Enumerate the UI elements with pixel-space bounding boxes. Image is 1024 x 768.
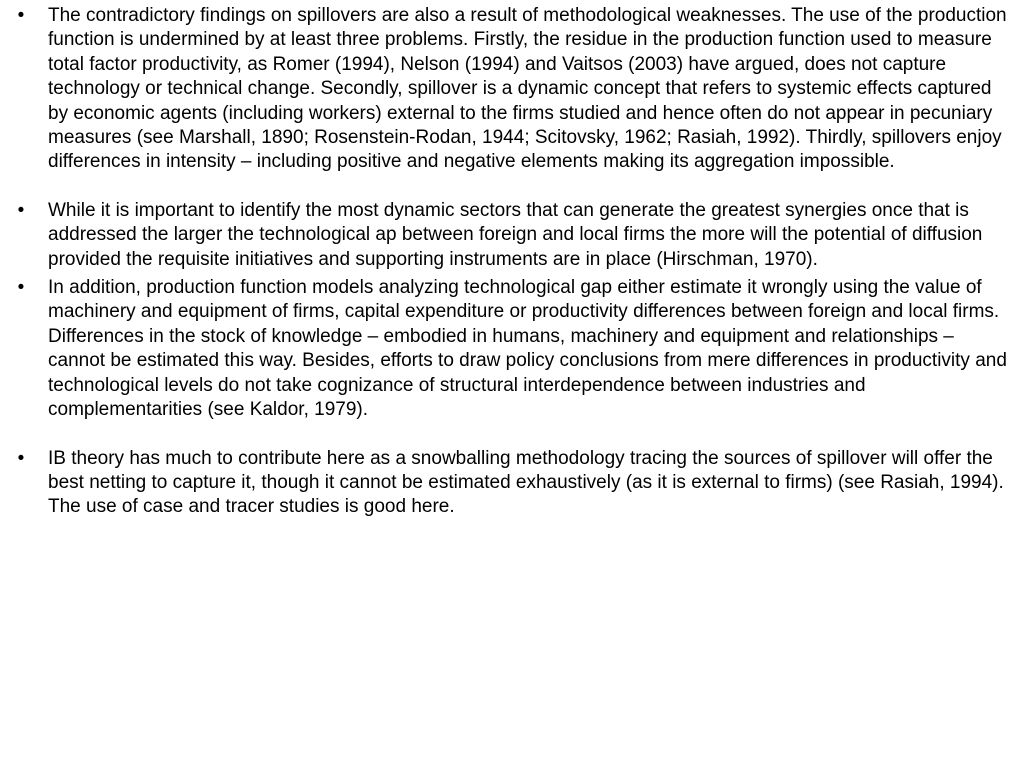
bullet-marker: • bbox=[17, 5, 25, 26]
bullet-item-ib-theory bbox=[10, 447, 1016, 520]
bullet-marker: • bbox=[17, 277, 25, 299]
bullet-list bbox=[10, 4, 1016, 520]
bullet-text: IB theory has much to contribute here as a snowballing methodology tracing the sources of spillover will offer the best netting to capture it, though it cannot be estimated exhaustively (as it is external to firms) (see Rasiah, 1994). The use of case and tracer studies is good here. bbox=[48, 447, 1004, 518]
bullet-item-dynamic-sectors bbox=[10, 199, 1016, 272]
bullet-marker: • bbox=[17, 199, 25, 221]
bullet-text: The contradictory findings on spillovers are also a result of methodological weaknesses. The use of the production function is undermined by at least three problems. Firstly, the residue in the production function used to measure total factor productivity, as Romer (1994), Nelson (1994) and Vaitsos (2003) have argued, does not capture technology or technical change. Secondly, spillover is a dynamic concept that refers to systemic effects captured by economic agents (including workers) external to the firms studied and hence often do not appear in pecuniary measures (see Marshall, 1890; Rosenstein-Rodan, 1944; Scitovsky, 1962; Rasiah, 1992). Thirdly, spillovers enjoy differences in intensity – including positive and negative elements making its aggregation impossible. bbox=[48, 5, 1007, 173]
bullet-marker: • bbox=[17, 447, 25, 469]
bullet-item-methodological-weaknesses bbox=[10, 4, 1016, 175]
bullet-text: In addition, production function models analyzing technological gap either estimate it wrongly using the value of machinery and equipment of firms, capital expenditure or productivity differences between foreign and local firms. Differences in the stock of knowledge – embodied in humans, machinery and equipment and relationships – cannot be estimated this way. Besides, efforts to draw policy conclusions from mere differences in productivity and technological levels do not take cognizance of structural interdependence between industries and complementarities (see Kaldor, 1979). bbox=[48, 277, 1007, 421]
bullet-item-technological-gap bbox=[10, 276, 1016, 422]
bullet-text: While it is important to identify the most dynamic sectors that can generate the greatest synergies once that is addressed the larger the technological ap between foreign and local firms the more will the potential of diffusion provided the requisite initiatives and supporting instruments are in place (Hirschman, 1970). bbox=[48, 199, 983, 270]
